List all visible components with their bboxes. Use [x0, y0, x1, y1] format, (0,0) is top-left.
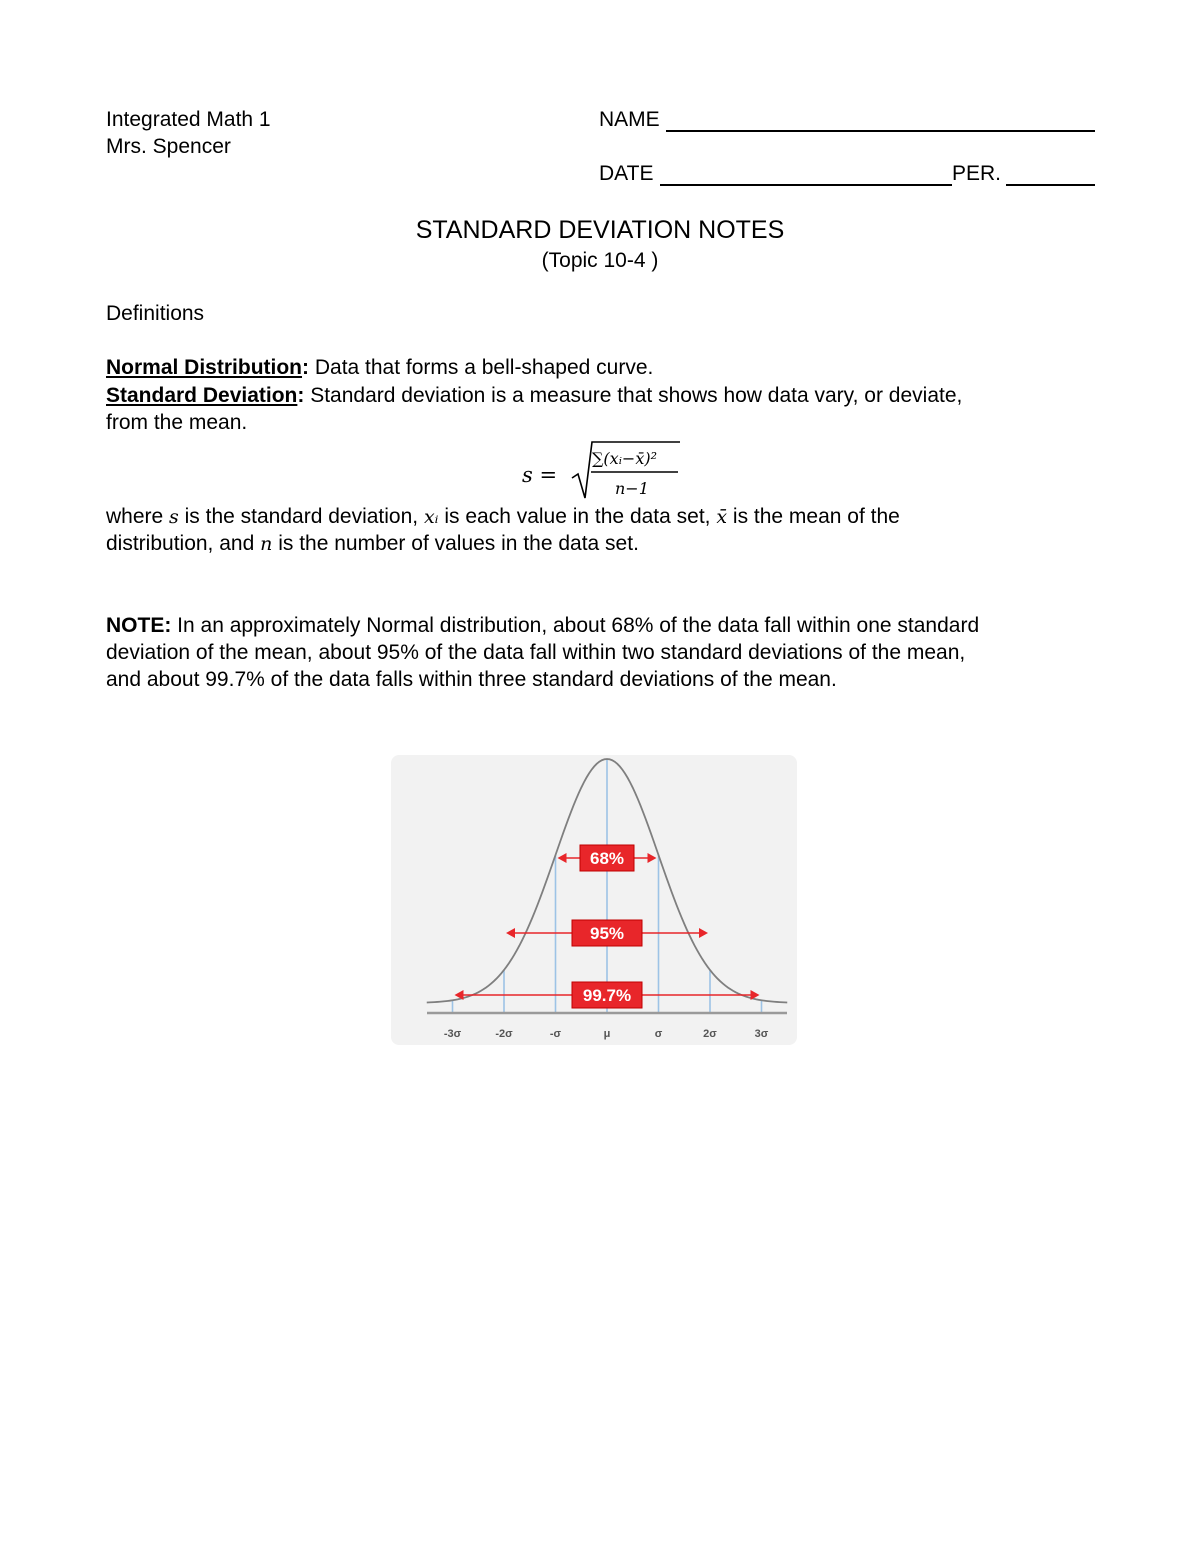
formula-denominator: n−1: [615, 479, 649, 498]
name-field-line[interactable]: [666, 130, 1095, 132]
where-text-part: distribution, and: [106, 532, 261, 555]
page-title: STANDARD DEVIATION NOTES: [415, 216, 785, 244]
standard-deviation-definition: [106, 384, 962, 408]
chart-svg: [391, 755, 797, 1045]
where-line-2: [106, 532, 639, 556]
date-field-line[interactable]: [660, 184, 952, 186]
stddev-colon: :: [297, 384, 305, 407]
normal-distribution-text: Data that forms a bell-shaped curve.: [309, 356, 654, 379]
where-line-1: [106, 505, 900, 529]
formula-numerator: ∑(xᵢ−x̄)²: [592, 449, 657, 468]
where-text-part: is the standard deviation,: [178, 505, 424, 528]
topic-subtitle: (Topic 10-4 ): [541, 249, 659, 272]
name-label: NAME: [599, 108, 660, 131]
normal-distribution-term: Normal Distribution: [106, 356, 303, 379]
var-s: s: [169, 506, 179, 528]
period-label: PER.: [952, 162, 1002, 185]
date-label: DATE: [599, 162, 654, 185]
standard-deviation-text: Standard deviation is a measure that shows how data vary, or deviate,: [304, 384, 963, 407]
note-line-3: and about 99.7% of the data falls within three standard deviations of the mean.: [106, 668, 837, 691]
standard-deviation-term: Standard Deviation: [106, 384, 298, 407]
var-xbar: x̄: [716, 506, 728, 528]
var-xi: xᵢ: [423, 506, 439, 528]
note-line-2: deviation of the mean, about 95% of the data fall within two standard deviations of the mean,: [106, 641, 966, 664]
interval-label-2: 99.7%: [582, 986, 632, 1005]
standard-deviation-text-cont: from the mean.: [106, 411, 248, 434]
x-tick-label-6: 3σ: [754, 1028, 769, 1040]
period-field-line[interactable]: [1006, 184, 1095, 186]
where-text-part: where: [106, 505, 170, 528]
x-tick-label-3: μ: [603, 1028, 611, 1040]
where-text-part: is the number of values in the data set.: [272, 532, 639, 555]
x-tick-label-1: -2σ: [495, 1028, 513, 1040]
x-tick-label-2: -σ: [549, 1028, 562, 1040]
formula-lhs: s =: [522, 463, 558, 487]
normal-distribution-chart: [391, 755, 797, 1045]
interval-label-1: 95%: [589, 924, 625, 943]
where-text-part: is each value in the data set,: [438, 505, 717, 528]
interval-label-0: 68%: [589, 849, 625, 868]
normal-colon: :: [302, 356, 310, 379]
x-tick-label-5: 2σ: [703, 1028, 717, 1040]
normal-distribution-definition: [106, 356, 653, 380]
note-text: In an approximately Normal distribution, about 68% of the data fall within one standard: [171, 614, 980, 637]
where-text-part: is the mean of the: [727, 505, 900, 528]
x-tick-label-0: -3σ: [443, 1028, 462, 1040]
var-n: n: [260, 533, 273, 555]
note-line-1: [106, 614, 979, 638]
teacher-name: Mrs. Spencer: [106, 135, 231, 158]
x-tick-label-4: σ: [654, 1028, 663, 1040]
course-name: Integrated Math 1: [106, 108, 271, 131]
note-label: NOTE:: [106, 614, 172, 637]
definitions-heading: Definitions: [106, 302, 205, 325]
